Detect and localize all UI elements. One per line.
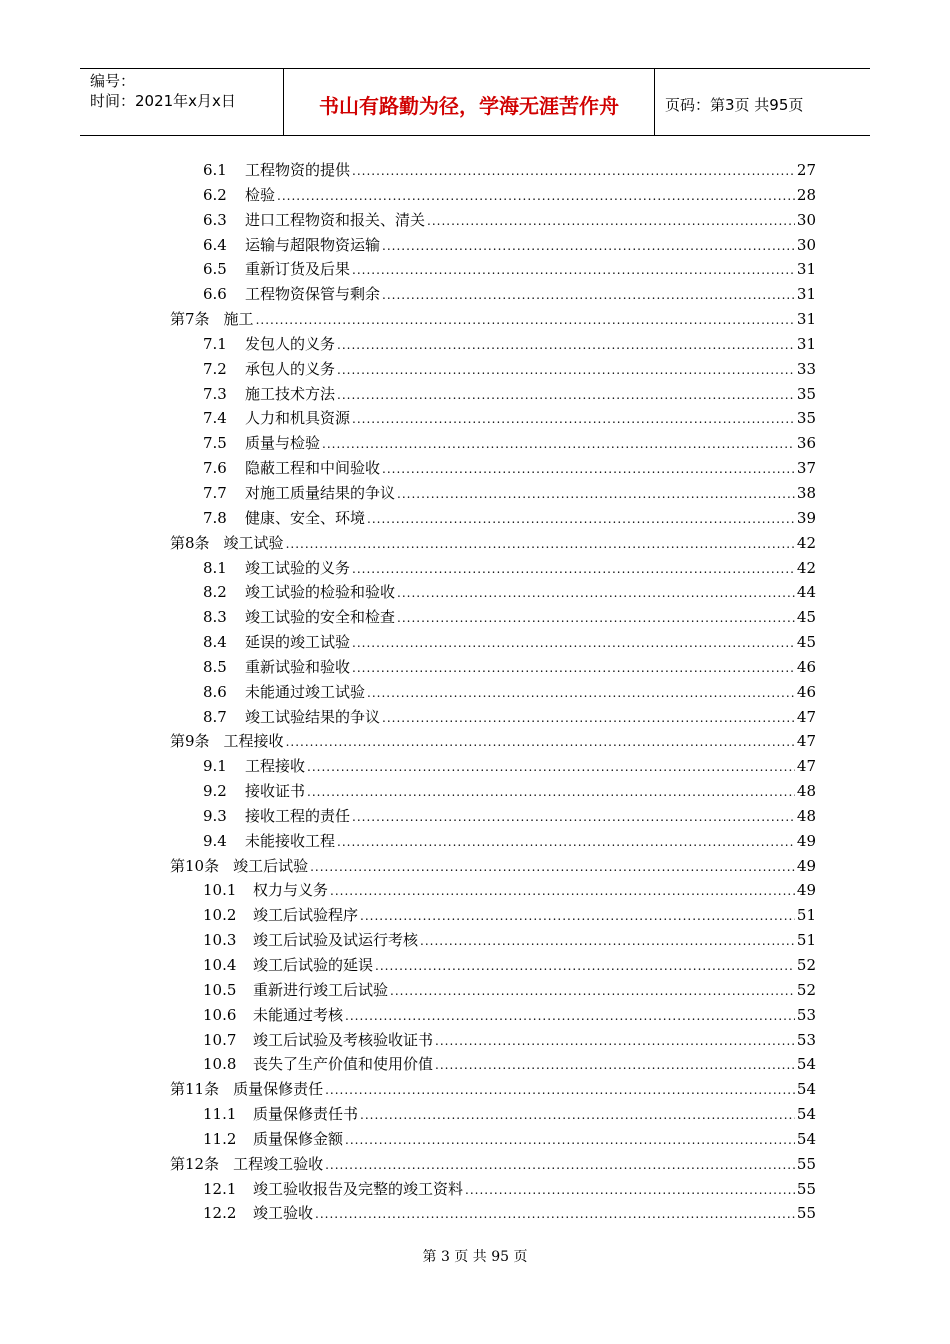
toc-section-row[interactable]	[170, 605, 816, 630]
toc-section-row[interactable]	[170, 382, 816, 407]
toc-dot-leader	[397, 605, 795, 631]
toc-entry-page: 38	[796, 483, 816, 502]
toc-entry-number: 第11条	[170, 1080, 220, 1099]
toc-entry-number: 第10条	[170, 856, 220, 875]
toc-entry-page: 31	[796, 260, 816, 279]
toc-entry-title: 竣工试验的义务	[245, 558, 351, 577]
toc-dot-leader	[307, 754, 795, 780]
toc-section-row[interactable]	[170, 183, 816, 208]
toc-entry-title: 接收工程的责任	[245, 806, 351, 825]
toc-entry-page: 48	[796, 782, 816, 801]
toc-entry-page: 47	[796, 732, 816, 751]
toc-dot-leader	[286, 729, 795, 755]
toc-section-row[interactable]	[170, 655, 816, 680]
toc-entry-title: 未能通过考核	[253, 1005, 344, 1024]
toc-entry-page: 42	[796, 533, 816, 552]
toc-entry-page: 47	[796, 707, 816, 726]
toc-dot-leader	[352, 804, 795, 830]
toc-dot-leader	[352, 257, 795, 283]
toc-entry-page: 55	[796, 1204, 816, 1223]
footer-page-number: 第 3 页 共 95 页	[422, 1249, 528, 1265]
toc-section-row[interactable]	[170, 829, 816, 854]
toc-entry-title: 发包人的义务	[245, 334, 336, 353]
toc-entry-page: 30	[796, 235, 816, 254]
toc-section-row[interactable]	[170, 754, 816, 779]
toc-dot-leader	[465, 1177, 795, 1203]
toc-entry-page: 28	[796, 185, 816, 204]
toc-entry-title: 健康、安全、环境	[245, 508, 366, 527]
toc-entry-page: 37	[796, 459, 816, 478]
toc-entry-number: 11.2	[203, 1129, 237, 1148]
toc-entry-title: 质量保修责任	[233, 1080, 324, 1099]
toc-entry-title: 重新订货及后果	[245, 260, 351, 279]
toc-entry-title: 竣工试验结果的争议	[245, 707, 381, 726]
motto-text: 书山有路勤为径，学海无涯苦作舟	[319, 93, 619, 118]
toc-section-row[interactable]	[170, 431, 816, 456]
toc-dot-leader	[337, 382, 795, 408]
toc-entry-page: 51	[796, 906, 816, 925]
toc-entry-title: 工程物资保管与剩余	[245, 285, 381, 304]
toc-entry-title: 竣工后试验及考核验收证书	[253, 1030, 434, 1049]
toc-chapter-row[interactable]	[170, 729, 816, 754]
toc-section-row[interactable]	[170, 878, 816, 903]
toc-entry-number: 10.8	[203, 1055, 237, 1074]
toc-entry-number: 9.3	[203, 806, 227, 825]
toc-section-row[interactable]	[170, 556, 816, 581]
toc-entry-title: 竣工验收	[253, 1204, 314, 1223]
toc-entry-number: 第12条	[170, 1154, 220, 1173]
toc-dot-leader	[337, 357, 795, 383]
toc-entry-title: 进口工程物资和报关、清关	[245, 210, 426, 229]
toc-entry-number: 第7条	[170, 310, 210, 329]
toc-entry-number: 6.5	[203, 260, 227, 279]
toc-entry-number: 10.5	[203, 980, 237, 999]
toc-section-row[interactable]	[170, 903, 816, 928]
toc-entry-number: 8.4	[203, 633, 227, 652]
toc-entry-page: 31	[796, 285, 816, 304]
toc-dot-leader	[427, 208, 795, 234]
toc-section-row[interactable]	[170, 630, 816, 655]
toc-section-row[interactable]	[170, 158, 816, 183]
toc-entry-page: 49	[796, 831, 816, 850]
toc-entry-page: 36	[796, 434, 816, 453]
toc-entry-page: 49	[796, 856, 816, 875]
toc-entry-page: 31	[796, 334, 816, 353]
toc-entry-title: 竣工后试验及试运行考核	[253, 931, 419, 950]
toc-entry-page: 54	[796, 1105, 816, 1124]
toc-dot-leader	[352, 630, 795, 656]
toc-dot-leader	[337, 332, 795, 358]
toc-chapter-row[interactable]	[170, 854, 816, 879]
toc-entry-page: 55	[796, 1154, 816, 1173]
toc-dot-leader	[367, 680, 795, 706]
toc-entry-page: 30	[796, 210, 816, 229]
toc-section-row[interactable]	[170, 506, 816, 531]
toc-entry-title: 竣工后试验的延误	[253, 956, 374, 974]
toc-entry-number: 6.4	[203, 235, 227, 254]
header-left-cell	[80, 69, 283, 135]
toc-entry-number: 7.1	[203, 334, 227, 353]
toc-chapter-row[interactable]	[170, 307, 816, 332]
toc-entry-page: 48	[796, 806, 816, 825]
toc-chapter-row[interactable]	[170, 531, 816, 556]
toc-entry-title: 重新试验和验收	[245, 657, 351, 676]
toc-entry-title: 竣工验收报告及完整的竣工资料	[253, 1179, 464, 1198]
toc-entry-page: 47	[796, 757, 816, 776]
number-label: 编号：	[90, 72, 136, 90]
toc-entry-number: 6.1	[203, 161, 227, 179]
toc-entry-number: 10.1	[203, 881, 237, 900]
toc-entry-title: 质量保修责任书	[253, 1105, 359, 1124]
toc-entry-page: 46	[796, 682, 816, 701]
toc-section-row[interactable]	[170, 580, 816, 605]
toc-section-row[interactable]	[170, 406, 816, 431]
toc-section-row[interactable]	[170, 282, 816, 307]
toc-entry-title: 检验	[245, 185, 276, 204]
toc-section-row[interactable]	[170, 481, 816, 506]
toc-entry-title: 竣工试验的检验和验收	[245, 583, 396, 602]
toc-entry-number: 10.6	[203, 1005, 237, 1024]
toc-entry-number: 10.3	[203, 931, 237, 950]
toc-entry-number: 9.4	[203, 831, 227, 850]
toc-entry-page: 31	[796, 310, 816, 329]
time-label: 时间：2021年x月x日	[90, 92, 236, 110]
toc-entry-number: 8.6	[203, 682, 227, 701]
toc-entry-page: 45	[796, 608, 816, 627]
toc-entry-title: 重新进行竣工后试验	[253, 980, 389, 999]
toc-dot-leader	[345, 1127, 795, 1153]
toc-entry-page: 35	[796, 409, 816, 428]
toc-entry-page: 44	[796, 583, 816, 602]
page-header	[80, 68, 870, 136]
toc-dot-leader	[360, 903, 795, 929]
toc-entry-page: 39	[796, 508, 816, 527]
toc-entry-title: 接收证书	[245, 782, 306, 801]
toc-dot-leader	[325, 1152, 795, 1178]
toc-entry-page: 52	[796, 956, 816, 974]
toc-entry-page: 42	[796, 558, 816, 577]
toc-dot-leader	[390, 978, 795, 1004]
toc-entry-title: 工程接收	[223, 732, 284, 751]
toc-entry-number: 第9条	[170, 732, 210, 751]
toc-entry-number: 6.2	[203, 185, 227, 204]
toc-section-row[interactable]	[170, 357, 816, 382]
toc-dot-leader	[397, 481, 795, 507]
toc-entry-number: 7.5	[203, 434, 227, 453]
toc-entry-page: 35	[796, 384, 816, 403]
toc-entry-number: 8.7	[203, 707, 227, 726]
toc-dot-leader	[277, 183, 795, 209]
toc-section-row[interactable]	[170, 1201, 816, 1226]
toc-entry-number: 7.7	[203, 483, 227, 502]
toc-dot-leader	[382, 233, 795, 259]
toc-entry-page: 53	[796, 1005, 816, 1024]
toc-dot-leader	[256, 307, 795, 333]
toc-entry-page: 53	[796, 1030, 816, 1049]
toc-entry-title: 工程物资的提供	[245, 161, 351, 179]
toc-entry-number: 7.8	[203, 508, 227, 527]
toc-entry-title: 竣工后试验程序	[253, 906, 359, 925]
toc-dot-leader	[307, 779, 795, 805]
toc-dot-leader	[375, 953, 795, 979]
toc-section-row[interactable]	[170, 680, 816, 705]
toc-section-row[interactable]	[170, 332, 816, 357]
page-footer	[0, 1246, 950, 1266]
toc-section-row[interactable]	[170, 978, 816, 1003]
toc-section-row[interactable]	[170, 804, 816, 829]
toc-dot-leader	[322, 431, 795, 457]
toc-dot-leader	[286, 531, 795, 557]
toc-entry-title: 人力和机具资源	[245, 409, 351, 428]
toc-section-row[interactable]	[170, 705, 816, 730]
toc-section-row[interactable]	[170, 1028, 816, 1053]
toc-entry-number: 8.3	[203, 608, 227, 627]
toc-entry-title: 质量保修金额	[253, 1129, 344, 1148]
toc-entry-title: 竣工试验的安全和检查	[245, 608, 396, 627]
toc-entry-page: 45	[796, 633, 816, 652]
toc-entry-page: 54	[796, 1055, 816, 1074]
toc-dot-leader	[345, 1003, 795, 1029]
toc-dot-leader	[352, 158, 795, 184]
toc-entry-title: 权力与义务	[253, 881, 329, 900]
toc-entry-number: 6.3	[203, 210, 227, 229]
toc-section-row[interactable]	[170, 257, 816, 282]
toc-dot-leader	[315, 1201, 795, 1227]
toc-dot-leader	[382, 705, 795, 731]
toc-entry-number: 12.1	[203, 1179, 237, 1198]
toc-dot-leader	[382, 456, 795, 482]
header-page-cell	[655, 69, 870, 135]
toc-entry-number: 10.4	[203, 956, 237, 974]
toc-section-row[interactable]	[170, 1177, 816, 1202]
toc-entry-title: 施工	[223, 310, 254, 329]
toc-entry-title: 未能接收工程	[245, 831, 336, 850]
toc-dot-leader	[435, 1052, 795, 1078]
toc-entry-title: 竣工后试验	[233, 856, 309, 875]
toc-section-row[interactable]	[170, 1127, 816, 1152]
toc-entry-number: 10.2	[203, 906, 237, 925]
toc-dot-leader	[352, 556, 795, 582]
toc-dot-leader	[435, 1028, 795, 1054]
toc-entry-page: 33	[796, 359, 816, 378]
toc-entry-title: 运输与超限物资运输	[245, 235, 381, 254]
toc-entry-number: 7.6	[203, 459, 227, 478]
toc-entry-number: 第8条	[170, 533, 210, 552]
toc-section-row[interactable]	[170, 456, 816, 481]
header-motto-cell	[283, 69, 655, 135]
toc-entry-number: 8.5	[203, 657, 227, 676]
toc-entry-page: 27	[796, 161, 816, 179]
toc-section-row[interactable]	[170, 953, 816, 978]
toc-section-row[interactable]	[170, 1102, 816, 1127]
toc-entry-page: 51	[796, 931, 816, 950]
toc-dot-leader	[352, 655, 795, 681]
toc-entry-title: 竣工试验	[223, 533, 284, 552]
toc-entry-title: 丧失了生产价值和使用价值	[253, 1055, 434, 1074]
page-info: 页码：第3页 共95页	[665, 95, 804, 114]
toc-dot-leader	[367, 506, 795, 532]
toc-entry-number: 7.3	[203, 384, 227, 403]
toc-entry-title: 施工技术方法	[245, 384, 336, 403]
toc-entry-number: 12.2	[203, 1204, 237, 1223]
toc-entry-number: 7.4	[203, 409, 227, 428]
toc-entry-title: 未能通过竣工试验	[245, 682, 366, 701]
toc-section-row[interactable]	[170, 779, 816, 804]
toc-entry-page: 46	[796, 657, 816, 676]
toc-section-row[interactable]	[170, 1003, 816, 1028]
toc-chapter-row[interactable]	[170, 1152, 816, 1177]
toc-entry-title: 质量与检验	[245, 434, 321, 453]
toc-entry-number: 10.7	[203, 1030, 237, 1049]
toc-dot-leader	[310, 854, 795, 880]
toc-section-row[interactable]	[170, 233, 816, 258]
toc-entry-title: 对施工质量结果的争议	[245, 483, 396, 502]
toc-dot-leader	[325, 1077, 795, 1103]
toc-dot-leader	[420, 928, 795, 954]
toc-entry-number: 9.1	[203, 757, 227, 776]
toc-section-row[interactable]	[170, 928, 816, 953]
toc-entry-page: 55	[796, 1179, 816, 1198]
table-of-contents	[170, 158, 816, 1226]
toc-entry-number: 9.2	[203, 782, 227, 801]
toc-entry-page: 49	[796, 881, 816, 900]
toc-entry-page: 54	[796, 1129, 816, 1148]
toc-entry-number: 6.6	[203, 285, 227, 304]
toc-entry-page: 54	[796, 1080, 816, 1099]
toc-dot-leader	[352, 406, 795, 432]
toc-entry-title: 工程竣工验收	[233, 1154, 324, 1173]
toc-dot-leader	[360, 1102, 795, 1128]
toc-entry-number: 8.2	[203, 583, 227, 602]
toc-entry-page: 52	[796, 980, 816, 999]
toc-chapter-row[interactable]	[170, 1077, 816, 1102]
toc-dot-leader	[397, 580, 795, 606]
toc-entry-number: 11.1	[203, 1105, 237, 1124]
toc-entry-title: 承包人的义务	[245, 359, 336, 378]
toc-entry-number: 8.1	[203, 558, 227, 577]
toc-dot-leader	[382, 282, 795, 308]
toc-entry-title: 隐蔽工程和中间验收	[245, 459, 381, 478]
toc-entry-number: 7.2	[203, 359, 227, 378]
toc-section-row[interactable]	[170, 208, 816, 233]
toc-entry-title: 延误的竣工试验	[245, 633, 351, 652]
toc-section-row[interactable]	[170, 1052, 816, 1077]
toc-dot-leader	[330, 878, 795, 904]
toc-dot-leader	[337, 829, 795, 855]
toc-entry-title: 工程接收	[245, 757, 306, 776]
